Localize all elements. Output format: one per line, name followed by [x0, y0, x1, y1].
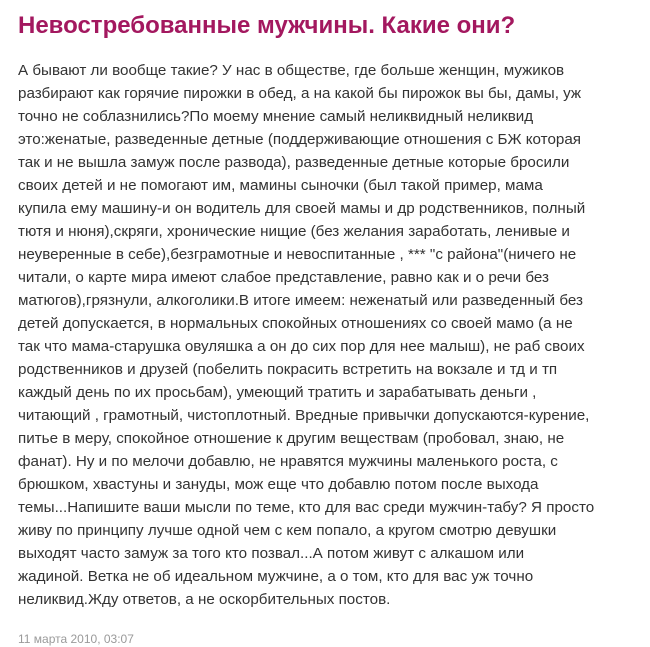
post-body-line: живу по принципу лучше одной чем с кем попало, а кругом смотрю девушки: [18, 522, 557, 539]
post-body: [18, 59, 630, 611]
post-body-line: брюшком, хвастуны и зануды, мож еще что добавлю потом после выхода: [18, 476, 539, 493]
post-body-line: это:женатые, разведенные детные (поддерживающие отношения с БЖ которая: [18, 131, 582, 148]
post-body-line: фанат). Ну и по мелочи добавлю, не нравятся мужчины маленького роста, с: [18, 453, 558, 470]
post-body-line: темы...Напишите ваши мысли по теме, кто для вас среди мужчин-табу? Я просто: [18, 499, 595, 516]
post-body-line: точно не соблазнились?По моему мнение самый неликвидный неликвид: [18, 108, 534, 125]
post-body-line: питье в меру, спокойное отношение к другим веществам (пробовал, знаю, не: [18, 430, 565, 447]
post-date: 11 марта 2010, 03:07: [18, 632, 134, 646]
post-body-line: читали, о карте мира имеют слабое представление, равно как и о речи без: [18, 269, 549, 286]
post-title: Невостребованные мужчины. Какие они?: [18, 12, 516, 39]
post-body-line: А бывают ли вообще такие? У нас в обществе, где больше женщин, мужиков: [18, 62, 565, 79]
post-body-line: неликвид.Жду ответов, а не оскорбительных постов.: [18, 591, 391, 608]
post-body-line: тютя и нюня),скряги, хронические нищие (без желания заработать, ленивые и: [18, 223, 570, 240]
post-body-line: так что мама-старушка овуляшка а он до сих пор для нее малыш), не раб своих: [18, 338, 585, 355]
post-body-line: разбирают как горячие пирожки в обед, а на какой бы пирожок вы бы, дамы, уж: [18, 85, 582, 102]
post-body-line: купила ему машину-и он водитель для своей мамы и др родственников, полный: [18, 200, 586, 217]
post-body-line: жадиной. Ветка не об идеальном мужчине, а о том, кто для вас уж точно: [18, 568, 534, 585]
post-body-line: детей допускается, в нормальных спокойных отношениях со своей мамо (а не: [18, 315, 573, 332]
post-body-line: читающий , грамотный, чистоплотный. Вредные привычки допускаются-курение,: [18, 407, 590, 424]
post-body-line: неуверенные в себе),безграмотные и невоспитанные , *** "с района"(ничего не: [18, 246, 577, 263]
post-body-line: так и не вышла замуж после развода), разведенные детные которые бросили: [18, 154, 570, 171]
post-body-line: матюгов),грязнули, алкоголики.В итоге имеем: неженатый или разведенный без: [18, 292, 583, 309]
post-body-line: выходят часто замуж за того кто позвал...А потом живут с алкашом или: [18, 545, 525, 562]
post-body-line: каждый день по их просьбам), умеющий тратить и зарабатывать деньги ,: [18, 384, 537, 401]
post-body-line: родственников и друзей (побелить покрасить встретить на вокзале и тд и тп: [18, 361, 558, 378]
post-body-line: своих детей и не помогают им, мамины сыночки (был такой пример, мама: [18, 177, 543, 194]
